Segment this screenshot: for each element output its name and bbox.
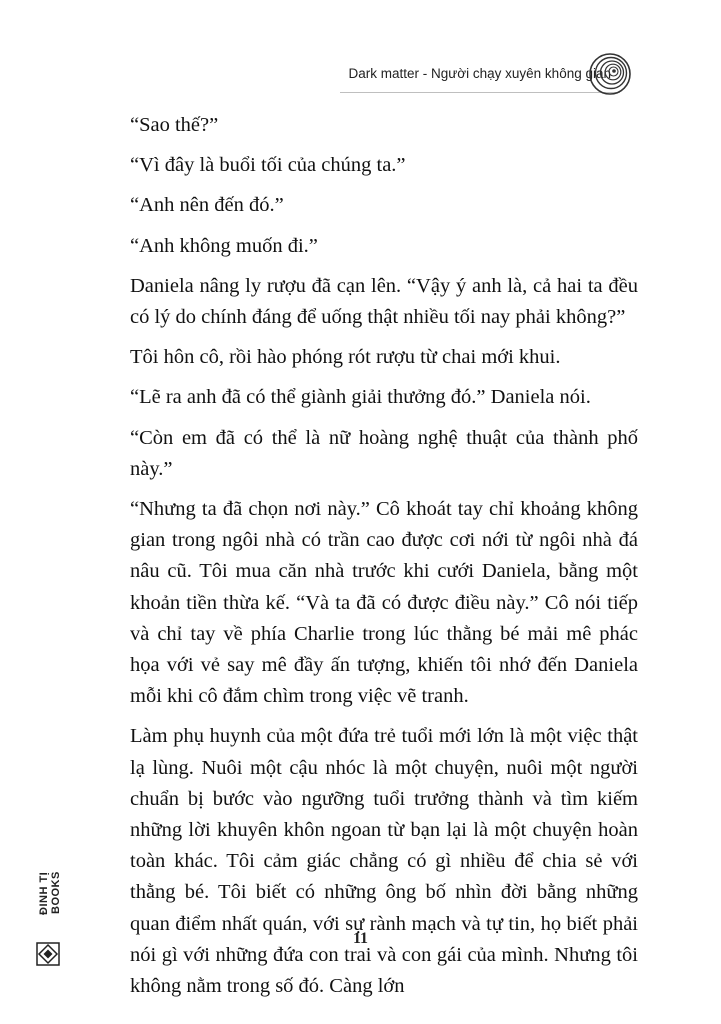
page-number: 11 [352,930,369,947]
spiral-logo-icon [588,52,632,96]
paragraph: “Anh nên đến đó.” [130,194,284,217]
publisher-name: ĐINH TỊ BOOKS [38,871,62,915]
paragraph: “Sao thế?” [130,114,219,136]
paragraph: “Vì đây là buổi tối của chúng ta.” [130,154,406,177]
paragraph: Daniela nâng ly rượu đã cạn lên. “Vậy ý anh là, cả hai ta đều có lý do chính đáng để uống thật nhiều tối nay phải không?” [130,274,638,329]
paragraph: Tôi hôn cô, rồi hào phóng rót rượu từ chai mới khui. [130,346,561,369]
running-header: Dark matter - Người chạy xuyên không gian [348,66,611,81]
paragraph: “Anh không muốn đi.” [130,234,318,257]
paragraph: “Nhưng ta đã chọn nơi này.” Cô khoát tay chỉ khoảng không gian trong ngôi nhà có trần cao được cơi nới từ ngôi nhà đá nâu cũ. Tôi mua căn nhà trước khi cưới Daniela, bằng một khoản tiền thừa kế. “Và ta đã có được điều này.” Cô nói tiếp và chỉ tay về phía Charlie trong lúc thằng bé mải mê phác họa với vẻ say mê đầy ấn tượng, khiến tôi nhớ đến Daniela mỗi khi cô đắm chìm trong việc vẽ tranh. [130,498,638,708]
paragraph: Làm phụ huynh của một đứa trẻ tuổi mới lớn là một việc thật lạ lùng. Nuôi một cậu nhóc là một chuyện, nuôi một người chuẩn bị bước vào ngưỡng tuổi trưởng thành và tìm kiếm những lời khuyên khôn ngoan từ bạn lại là một chuyện hoàn toàn khác. Tôi cảm giác chẳng có gì nhiều để chia sẻ với thằng bé. Tôi biết có những ông bố nhìn đời bằng những quan điểm nhất quán, với sự rành mạch và tự tin, họ biết phải nói gì với những đứa con trai và con gái của mình. Nhưng tôi không nằm trong số đó. Càng lớn [130,725,638,998]
publisher-mark [36,850,60,970]
publisher-logo-icon [36,942,60,966]
body-text [130,110,638,1002]
header-rule [340,92,620,93]
paragraph: “Lẽ ra anh đã có thể giành giải thưởng đó.” Daniela nói. [130,386,591,409]
paragraph: “Còn em đã có thể là nữ hoàng nghệ thuật của thành phố này.” [130,426,638,480]
